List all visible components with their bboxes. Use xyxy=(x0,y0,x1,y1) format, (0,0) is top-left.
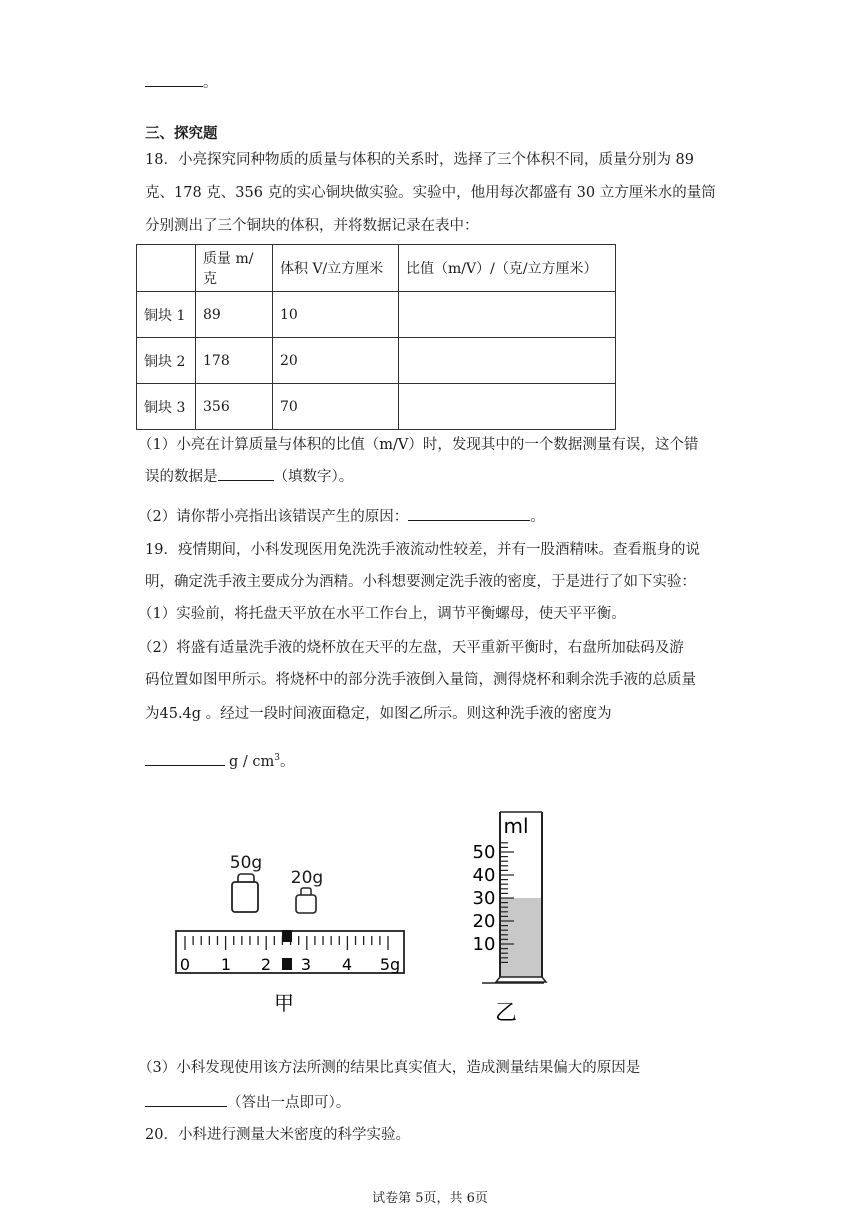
scale-label: 0 xyxy=(179,955,191,974)
period: 。 xyxy=(203,75,218,91)
table-row xyxy=(137,338,616,384)
scale-label: 20 xyxy=(472,911,496,932)
weight-50g-icon xyxy=(232,874,258,912)
rider-bottom-icon xyxy=(282,958,292,970)
table-cell: 10 xyxy=(273,292,399,338)
table-row xyxy=(137,292,616,338)
scale-label: 4 xyxy=(341,955,353,974)
table-header-cell xyxy=(137,245,196,292)
q18-line-2: 克、178 克、356 克的实心铜块做实验。实验中，他用每次都盛有 30 立方厘米水的量筒 xyxy=(145,185,716,201)
answer-blank xyxy=(408,506,530,521)
cylinder-unit-label: ml xyxy=(503,814,529,838)
liquid-fill xyxy=(500,898,542,977)
table-header-row xyxy=(137,245,616,292)
q18-part1-line-1: （1）小亮在计算质量与体积的比值（m/V）时，发现其中的一个数据测量有误，这个错 xyxy=(138,437,699,453)
q18-part2 xyxy=(138,506,545,527)
table-header-cell: 比值（m/V）/（克/立方厘米） xyxy=(399,245,616,292)
cylinder-base xyxy=(496,977,546,982)
figure-yi-caption: 乙 xyxy=(494,1001,518,1026)
density-unit: g / cm xyxy=(229,753,275,770)
scale-label: 2 xyxy=(260,955,272,974)
scale-label: 50 xyxy=(472,842,496,863)
q18-line-1: 18．小亮探究同种物质的质量与体积的关系时，选择了三个体积不同，质量分别为 89 xyxy=(145,152,695,168)
table-cell xyxy=(399,384,616,430)
scale-label: 5g xyxy=(379,955,401,974)
q18-part2-tail: 。 xyxy=(530,509,545,525)
table-cell: 铜块 1 xyxy=(137,292,196,338)
section-title: 三、探究题 xyxy=(145,126,218,142)
weight-20g-icon xyxy=(296,888,316,913)
answer-blank xyxy=(218,466,274,481)
q19-part2-line-2: 码位置如图甲所示。将烧杯中的部分洗手液倒入量筒，测得烧杯和剩余洗手液的总质量 xyxy=(145,672,696,688)
q19-part2-line-1: （2）将盛有适量洗手液的烧杯放在天平的左盘，天平重新平衡时，右盘所加砝码及游 xyxy=(138,640,684,656)
period: 。 xyxy=(280,753,295,770)
q19-part2-answer-line xyxy=(145,748,295,772)
table-cell: 178 xyxy=(196,338,273,384)
q18-part1-text: 误的数据是 xyxy=(145,469,218,485)
q18-part1-line-2 xyxy=(145,466,353,487)
q19-part3-line-1: （3）小科发现使用该方法所测的结果比真实值大，造成测量结果偏大的原因是 xyxy=(138,1060,641,1076)
table-cell: 20 xyxy=(273,338,399,384)
balance-weights-figure xyxy=(170,850,420,1020)
scale-label: 40 xyxy=(472,865,496,886)
scale-label: 30 xyxy=(472,888,496,909)
table-cell xyxy=(399,292,616,338)
unit-superscript: 3 xyxy=(274,753,280,763)
q19-line-1: 19．疫情期间，小科发现医用免洗洗手液流动性较差，并有一股酒精味。查看瓶身的说 xyxy=(145,542,700,558)
answer-blank xyxy=(145,72,203,87)
data-table xyxy=(136,244,616,430)
scale-label: 10 xyxy=(472,934,496,955)
table-row xyxy=(137,384,616,430)
table-header-cell: 体积 V/立方厘米 xyxy=(273,245,399,292)
table-cell: 356 xyxy=(196,384,273,430)
q19-part1: （1）实验前，将托盘天平放在水平工作台上，调节平衡螺母，使天平平衡。 xyxy=(138,606,626,622)
q18-part2-text: （2）请你帮小亮指出该错误产生的原因： xyxy=(138,509,409,525)
q18-line-3: 分别测出了三个铜块的体积，并将数据记录在表中： xyxy=(145,218,479,234)
prev-answer-line xyxy=(145,72,218,93)
q19-part3-line-2 xyxy=(145,1092,350,1113)
answer-blank xyxy=(145,1092,227,1107)
figure-jia-caption: 甲 xyxy=(274,991,294,1015)
cylinder-scale-labels xyxy=(473,842,496,955)
q19-line-2: 明，确定洗手液主要成分为酒精。小科想要测定洗手液的密度，于是进行了如下实验： xyxy=(145,574,696,590)
table-cell: 铜块 2 xyxy=(137,338,196,384)
table-cell: 70 xyxy=(273,384,399,430)
measuring-cylinder-figure xyxy=(460,806,560,1028)
table-cell xyxy=(399,338,616,384)
scale-label: 3 xyxy=(300,955,312,974)
q19-part3-tail: （答出一点即可）。 xyxy=(227,1095,351,1111)
answer-blank xyxy=(145,751,225,766)
page-footer: 试卷第 5页，共 6页 xyxy=(372,1191,488,1206)
table-header-cell: 质量 m/克 xyxy=(196,245,273,292)
scale-label: 1 xyxy=(220,955,232,974)
weight-20g-label: 20g xyxy=(290,868,324,888)
table-cell: 89 xyxy=(196,292,273,338)
q20-line-1: 20．小科进行测量大米密度的科学实验。 xyxy=(145,1127,410,1143)
q19-part2-line-3: 为45.4g 。经过一段时间液面稳定，如图乙所示。则这种洗手液的密度为 xyxy=(145,706,612,722)
weight-50g-label: 50g xyxy=(229,853,263,873)
q18-part1-tail: （填数字）。 xyxy=(273,469,354,485)
table-cell: 铜块 3 xyxy=(137,384,196,430)
rider-top-icon xyxy=(282,930,292,942)
